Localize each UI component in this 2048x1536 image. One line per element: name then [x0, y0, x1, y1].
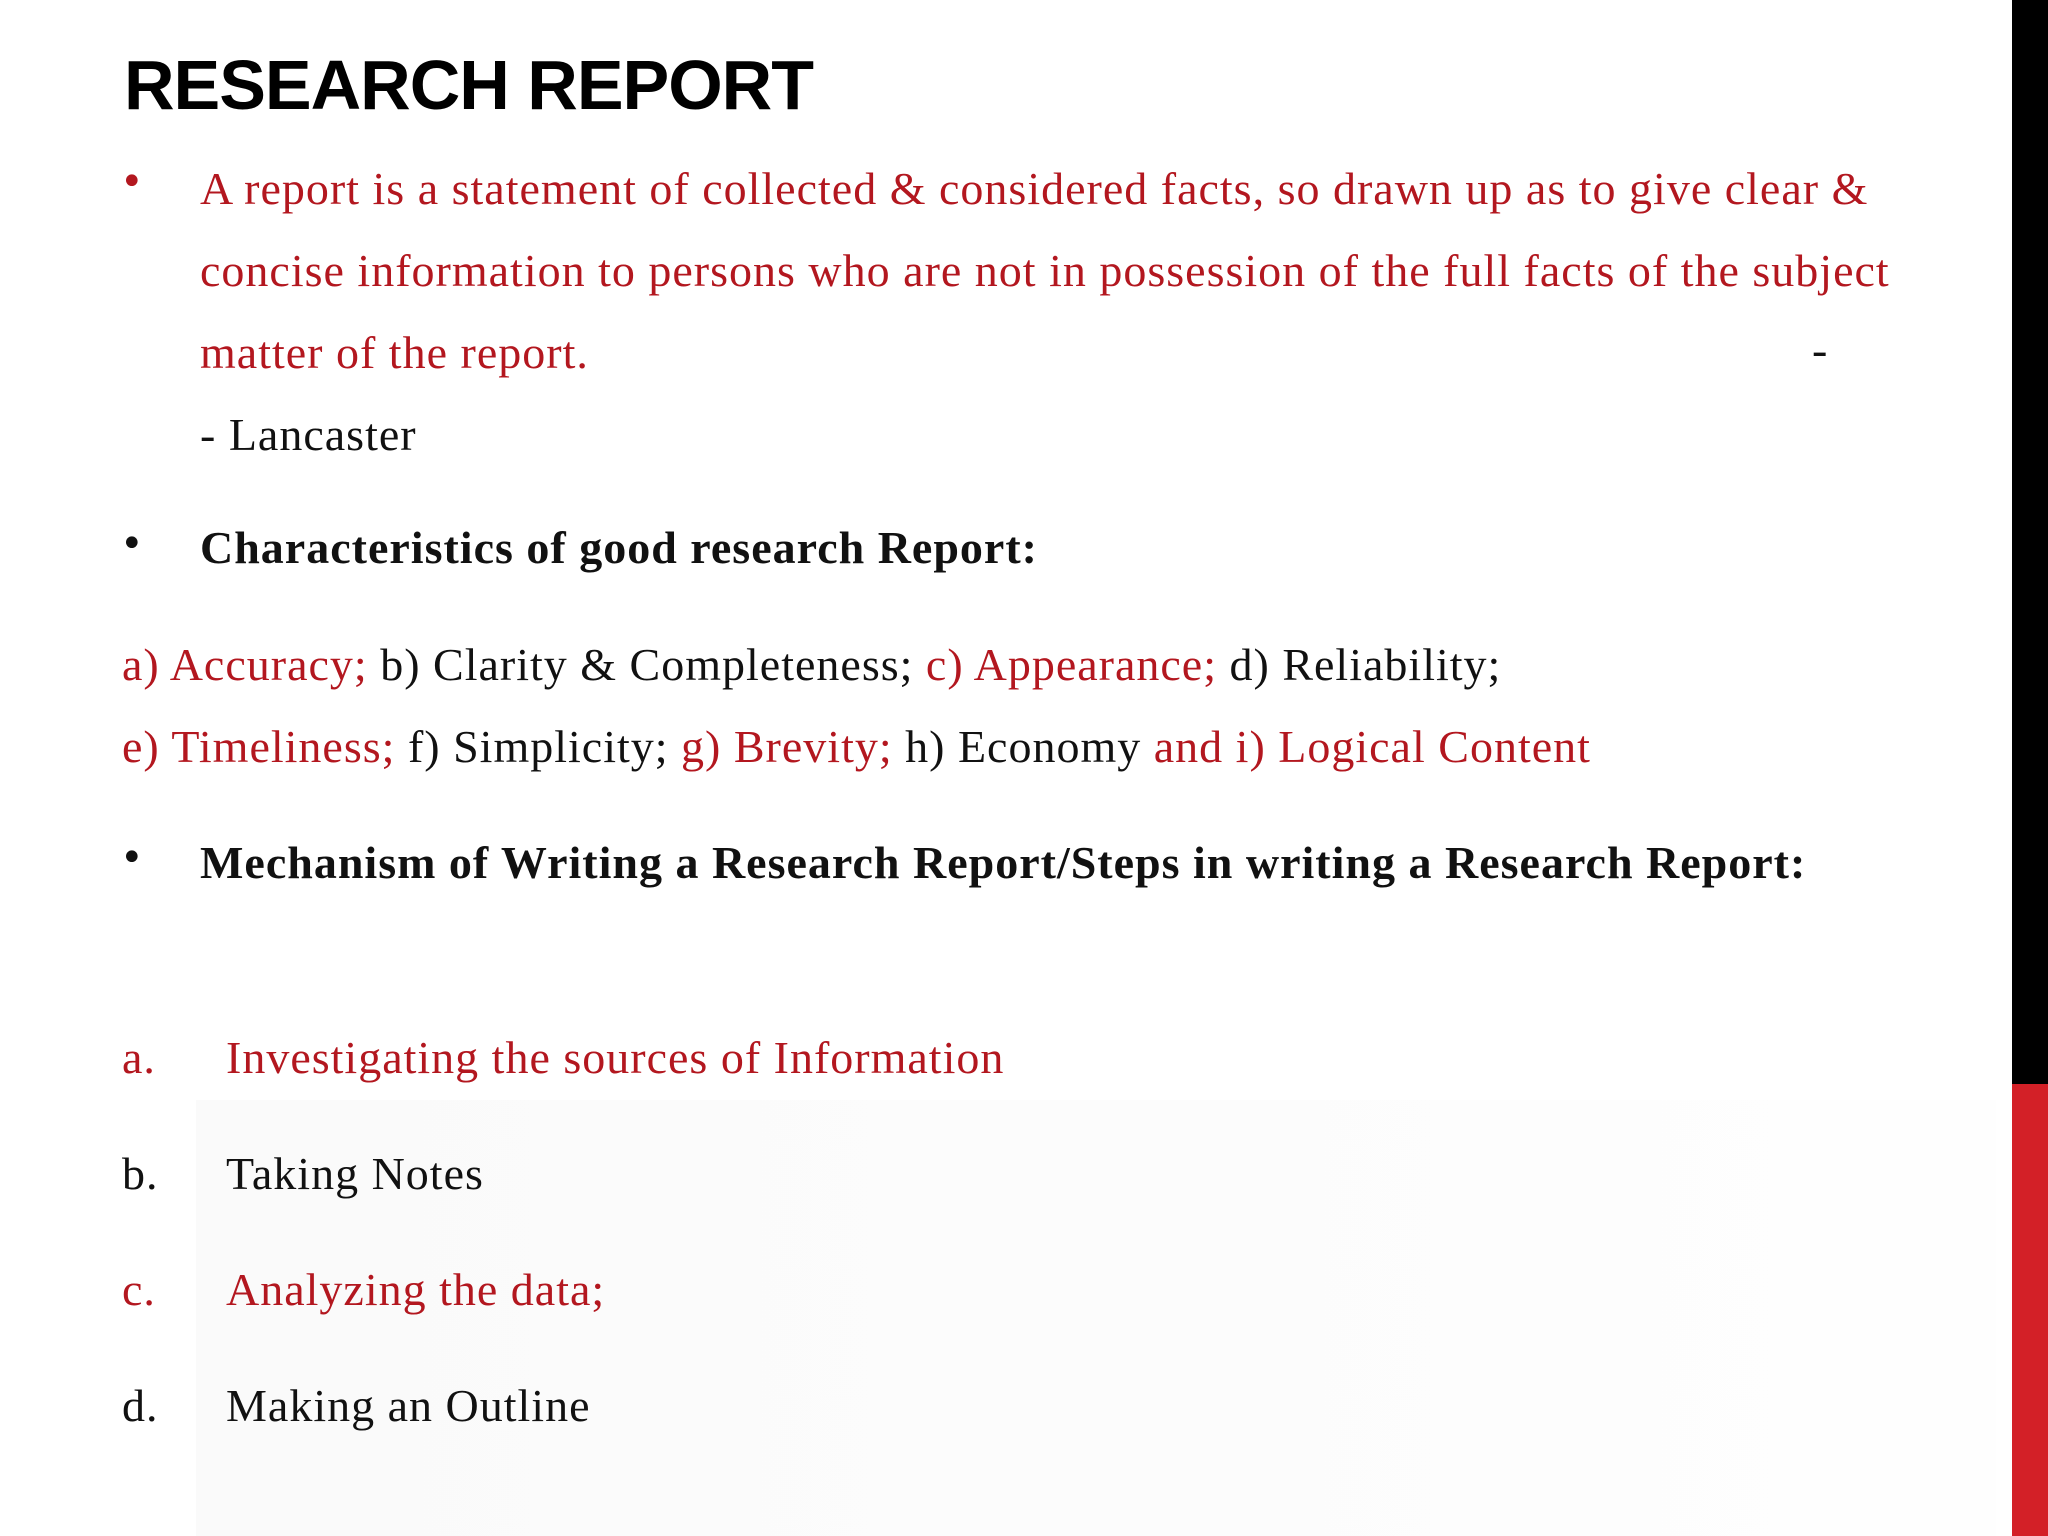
step-letter: b.	[122, 1148, 159, 1199]
characteristic-item: c) Appearance;	[925, 639, 1230, 690]
step-text: Analyzing the data;	[226, 1264, 606, 1315]
bullet-icon: •	[120, 159, 144, 205]
characteristics-line-1	[122, 635, 1501, 695]
characteristic-item: e) Timeliness;	[122, 721, 408, 772]
definition-attribution: - Lancaster	[200, 409, 417, 460]
characteristic-item: g) Brevity;	[681, 721, 906, 772]
characteristic-item: b) Clarity & Completeness;	[380, 639, 926, 690]
bullet-icon: •	[120, 521, 144, 567]
step-letter: a.	[122, 1032, 156, 1083]
step-text: Investigating the sources of Information	[226, 1032, 1005, 1083]
definition-dash: -	[1812, 324, 1829, 375]
bullet-icon: •	[120, 835, 144, 881]
characteristic-item: f) Simplicity;	[407, 721, 682, 772]
step-text: Taking Notes	[226, 1148, 484, 1199]
characteristics-line-2	[122, 717, 1591, 777]
characteristic-item: a) Accuracy;	[122, 639, 381, 690]
characteristic-item: and i) Logical Content	[1153, 721, 1591, 772]
side-accent-bar-red	[2012, 1084, 2048, 1536]
mechanism-heading: Mechanism of Writing a Research Report/Steps in writing a Research Report:	[200, 837, 1807, 888]
step-letter: c.	[122, 1264, 156, 1315]
slide-title: RESEARCH REPORT	[124, 46, 813, 124]
side-accent-bar-black	[2012, 0, 2048, 1084]
step-letter: d.	[122, 1380, 159, 1431]
characteristic-item: d) Reliability;	[1229, 639, 1502, 690]
step-text: Making an Outline	[226, 1380, 591, 1431]
characteristics-heading: Characteristics of good research Report:	[200, 522, 1038, 573]
definition-text: A report is a statement of collected & considered facts, so drawn up as to give clear & concise information to persons who are not in possession of the full facts of the subject matter of the report.	[200, 163, 1890, 378]
characteristic-item: h) Economy	[905, 721, 1154, 772]
